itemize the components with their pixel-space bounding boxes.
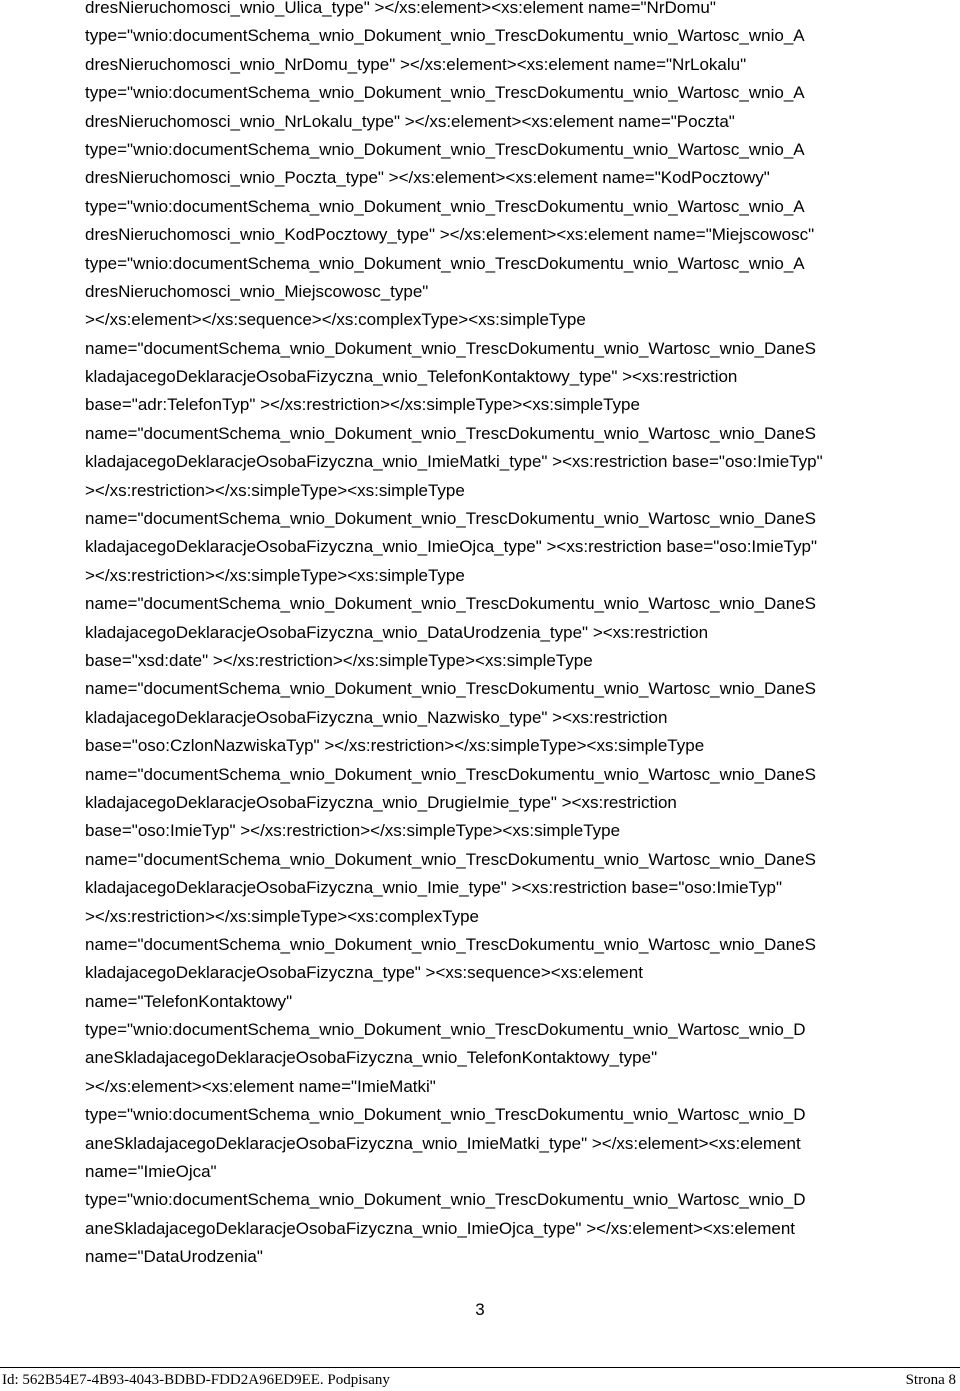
text-line: base="adr:TelefonTyp" ></xs:restriction></xs:simpleType><xs:simpleType: [85, 395, 640, 415]
text-line: name="documentSchema_wnio_Dokument_wnio_TrescDokumentu_wnio_Wartosc_wnio_DaneS: [85, 679, 816, 699]
text-line: name="TelefonKontaktowy": [85, 991, 293, 1011]
text-line: type="wnio:documentSchema_wnio_Dokument_wnio_TrescDokumentu_wnio_Wartosc_wnio_A: [85, 196, 805, 216]
text-line: ></xs:restriction></xs:simpleType><xs:complexType: [85, 906, 480, 926]
footer-document-id: Id: 562B54E7-4B93-4043-BDBD-FDD2A96ED9EE. Podpisany: [2, 1372, 390, 1388]
text-line: name="DataUrodzenia": [85, 1247, 263, 1267]
text-line: aneSkladajacegoDeklaracjeOsobaFizyczna_wnio_TelefonKontaktowy_type": [85, 1048, 658, 1068]
text-line: ></xs:restriction></xs:simpleType><xs:simpleType: [85, 480, 465, 500]
text-line: name="documentSchema_wnio_Dokument_wnio_TrescDokumentu_wnio_Wartosc_wnio_DaneS: [85, 594, 816, 614]
text-line: dresNieruchomosci_wnio_Miejscowosc_type": [85, 281, 429, 301]
text-line: kladajacegoDeklaracjeOsobaFizyczna_wnio_DrugieImie_type" ><xs:restriction: [85, 792, 677, 812]
text-line: base="xsd:date" ></xs:restriction></xs:simpleType><xs:simpleType: [85, 650, 593, 670]
text-line: kladajacegoDeklaracjeOsobaFizyczna_wnio_Imie_type" ><xs:restriction base="oso:ImieTyp": [85, 878, 783, 898]
text-line: type="wnio:documentSchema_wnio_Dokument_wnio_TrescDokumentu_wnio_Wartosc_wnio_D: [85, 1020, 806, 1040]
text-line: kladajacegoDeklaracjeOsobaFizyczna_wnio_ImieOjca_type" ><xs:restriction base="oso:ImieTyp": [85, 537, 817, 557]
text-line: dresNieruchomosci_wnio_Poczta_type" ></xs:element><xs:element name="KodPocztowy": [85, 168, 770, 188]
footer-page-label: Strona 8: [905, 1372, 956, 1388]
text-line: name="documentSchema_wnio_Dokument_wnio_TrescDokumentu_wnio_Wartosc_wnio_DaneS: [85, 934, 816, 954]
text-line: base="oso:ImieTyp" ></xs:restriction></xs:simpleType><xs:simpleType: [85, 821, 621, 841]
text-line: aneSkladajacegoDeklaracjeOsobaFizyczna_wnio_ImieMatki_type" ></xs:element><xs:element: [85, 1133, 801, 1153]
text-line: kladajacegoDeklaracjeOsobaFizyczna_wnio_Nazwisko_type" ><xs:restriction: [85, 707, 668, 727]
text-line: ></xs:restriction></xs:simpleType><xs:simpleType: [85, 565, 465, 585]
text-line: name="documentSchema_wnio_Dokument_wnio_TrescDokumentu_wnio_Wartosc_wnio_DaneS: [85, 338, 816, 358]
text-line: type="wnio:documentSchema_wnio_Dokument_wnio_TrescDokumentu_wnio_Wartosc_wnio_D: [85, 1190, 806, 1210]
text-line: name="documentSchema_wnio_Dokument_wnio_TrescDokumentu_wnio_Wartosc_wnio_DaneS: [85, 764, 816, 784]
page-number: 3: [475, 1300, 485, 1319]
text-line: dresNieruchomosci_wnio_KodPocztowy_type" ></xs:element><xs:element name="Miejscowosc": [85, 225, 815, 245]
text-line: dresNieruchomosci_wnio_NrDomu_type" ></xs:element><xs:element name="NrLokalu": [85, 54, 747, 74]
text-line: kladajacegoDeklaracjeOsobaFizyczna_wnio_ImieMatki_type" ><xs:restriction base="oso:ImieTyp": [85, 452, 823, 472]
text-line: kladajacegoDeklaracjeOsobaFizyczna_type" ><xs:sequence><xs:element: [85, 963, 643, 983]
text-line: ></xs:element><xs:element name="ImieMatki": [85, 1076, 436, 1096]
text-line: dresNieruchomosci_wnio_NrLokalu_type" ></xs:element><xs:element name="Poczta": [85, 111, 735, 131]
text-line: name="ImieOjca": [85, 1162, 217, 1182]
text-line: type="wnio:documentSchema_wnio_Dokument_wnio_TrescDokumentu_wnio_Wartosc_wnio_A: [85, 83, 805, 103]
text-line: name="documentSchema_wnio_Dokument_wnio_TrescDokumentu_wnio_Wartosc_wnio_DaneS: [85, 849, 816, 869]
text-line: aneSkladajacegoDeklaracjeOsobaFizyczna_wnio_ImieOjca_type" ></xs:element><xs:element: [85, 1218, 796, 1238]
text-line: type="wnio:documentSchema_wnio_Dokument_wnio_TrescDokumentu_wnio_Wartosc_wnio_A: [85, 253, 805, 273]
text-line: kladajacegoDeklaracjeOsobaFizyczna_wnio_TelefonKontaktowy_type" ><xs:restriction: [85, 367, 738, 387]
text-line: ></xs:element></xs:sequence></xs:complexType><xs:simpleType: [85, 310, 586, 330]
text-line: dresNieruchomosci_wnio_Ulica_type" ></xs:element><xs:element name="NrDomu": [85, 0, 716, 17]
text-line: name="documentSchema_wnio_Dokument_wnio_TrescDokumentu_wnio_Wartosc_wnio_DaneS: [85, 423, 816, 443]
text-line: name="documentSchema_wnio_Dokument_wnio_TrescDokumentu_wnio_Wartosc_wnio_DaneS: [85, 509, 816, 529]
document-body: [85, 0, 945, 1272]
text-line: type="wnio:documentSchema_wnio_Dokument_wnio_TrescDokumentu_wnio_Wartosc_wnio_A: [85, 26, 805, 46]
footer-divider: [0, 1367, 960, 1368]
text-line: base="oso:CzlonNazwiskaTyp" ></xs:restriction></xs:simpleType><xs:simpleType: [85, 736, 705, 756]
text-line: type="wnio:documentSchema_wnio_Dokument_wnio_TrescDokumentu_wnio_Wartosc_wnio_A: [85, 139, 805, 159]
text-line: kladajacegoDeklaracjeOsobaFizyczna_wnio_DataUrodzenia_type" ><xs:restriction: [85, 622, 709, 642]
text-line: type="wnio:documentSchema_wnio_Dokument_wnio_TrescDokumentu_wnio_Wartosc_wnio_D: [85, 1105, 806, 1125]
